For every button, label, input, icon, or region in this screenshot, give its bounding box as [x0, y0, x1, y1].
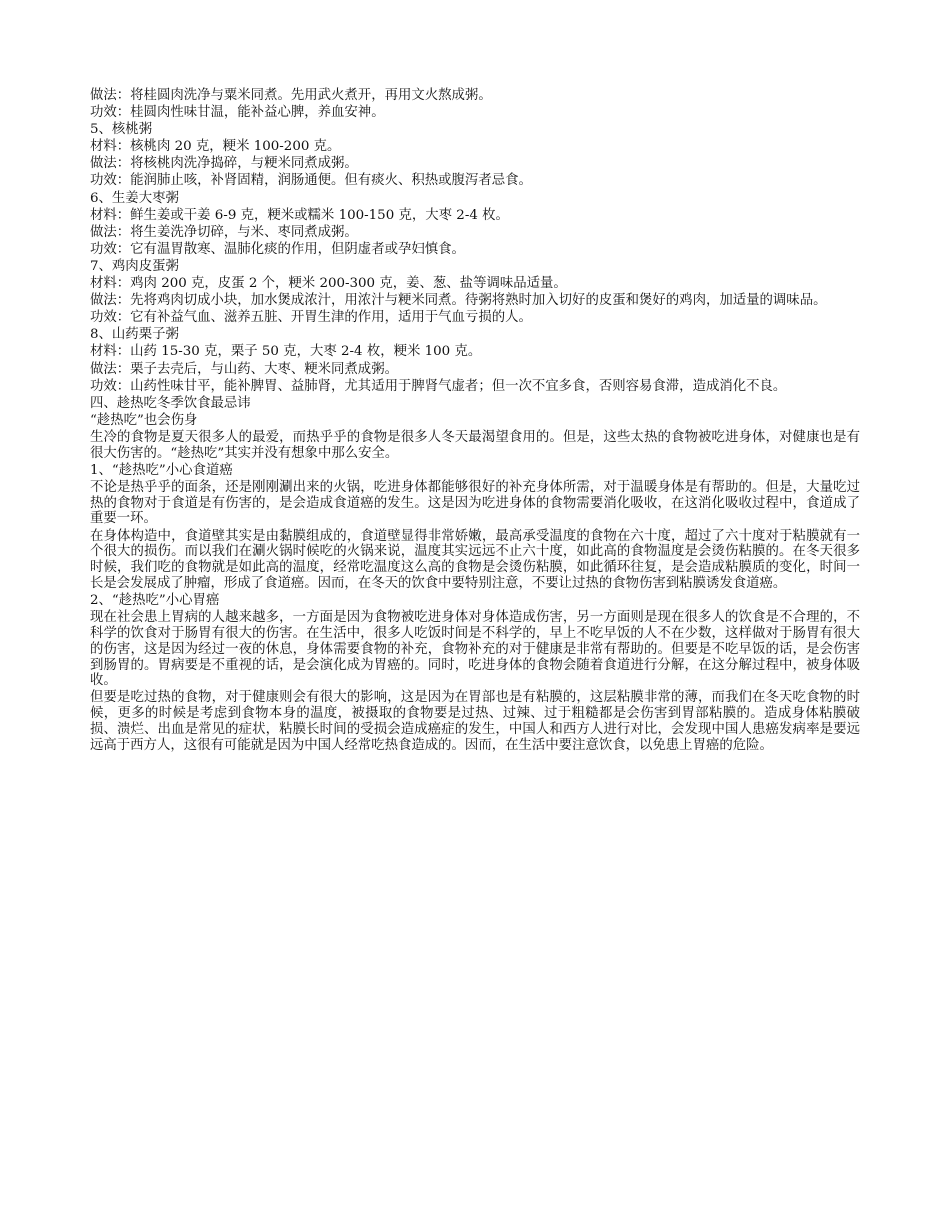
- paragraph: 功效：它有温胃散寒、温肺化痰的作用，但阴虚者或孕妇慎食。: [90, 241, 465, 257]
- paragraph: 功效：能润肺止咳，补肾固精，润肠通便。但有痰火、积热或腹泻者忌食。: [90, 173, 532, 189]
- section-heading: 2、“趁热吃”小心胃癌: [90, 593, 220, 609]
- paragraph: 做法：将桂圆肉洗净与粟米同煮。先用武火煮开，再用文火熬成粥。: [90, 88, 492, 103]
- section-heading: 四、趁热吃冬季饮食最忌讳: [90, 395, 251, 411]
- paragraph: 功效：桂圆肉性味甘温，能补益心脾，养血安神。: [90, 105, 385, 121]
- paragraph: 功效：山药性味甘平，能补脾胃、益肺肾，尤其适用于脾肾气虚者；但一次不宜多食，否则容易食滞，造成消化不良。: [90, 378, 787, 394]
- document-body: [90, 88, 860, 755]
- section-heading: 1、“趁热吃”小心食道癌: [90, 462, 233, 478]
- paragraph: 现在社会患上胃病的人越来越多，一方面是因为食物被吃进身体对身体造成伤害，另一方面则是现在很多人的饮食是不合理的，不科学的饮食对于肠胃有很大的伤害。在生活中，很多人吃饭时间是不科学的，早上不吃早饭的人不在少数，这样做对于肠胃有很大的伤害，这是因为经过一夜的休息，身体需要食物的补充，食物补充的对于健康是非常有帮助的。但要是不吃早饭的话，是会伤害到肠胃的。胃病要是不重视的话，是会演化成为胃癌的。同时，吃进身体的食物会随着食道进行分解，在这分解过程中，被身体吸收。: [90, 610, 860, 689]
- paragraph: 材料：鲜生姜或干姜 6-9 克，粳米或糯米 100-150 克，大枣 2-4 枚。: [90, 207, 509, 223]
- paragraph: 在身体构造中，食道壁其实是由黏膜组成的，食道壁显得非常娇嫩，最高承受温度的食物在六十度，超过了六十度对于粘膜就有一个很大的损伤。而以我们在涮火锅时候吃的火锅来说，温度其实远远不止六十度，如此高的食物温度是会烫伤粘膜的。在冬天很多时候，我们吃的食物就是如此高的温度，经常吃温度这么高的食物是会烫伤粘膜，如此循环往复，是会造成粘膜质的变化，时间一长是会发展成了肿瘤，形成了食道癌。因而，在冬天的饮食中要特别注意，不要让过热的食物伤害到粘膜诱发食道癌。: [90, 528, 860, 591]
- section-heading: 5、核桃粥: [90, 122, 153, 138]
- section-heading: 8、山药栗子粥: [90, 327, 179, 343]
- paragraph: 做法：将生姜洗净切碎，与米、枣同煮成粥。: [90, 224, 358, 240]
- paragraph: 做法：栗子去壳后，与山药、大枣、粳米同煮成粥。: [90, 361, 398, 377]
- paragraph: 材料：鸡肉 200 克，皮蛋 2 个，粳米 200-300 克，姜、葱、盐等调味品适量。: [90, 276, 567, 292]
- paragraph: 材料：核桃肉 20 克，粳米 100-200 克。: [90, 139, 341, 155]
- paragraph: 不论是热乎乎的面条，还是刚刚涮出来的火锅，吃进身体都能够很好的补充身体所需，对于温暖身体是有帮助的。但是，大量吃过热的食物对于食道是有伤害的，是会造成食道癌的发生。这是因为吃进身体的食物需要消化吸收，在这消化吸收过程中，食道成了重要一环。: [90, 479, 860, 527]
- paragraph: 做法：先将鸡肉切成小块，加水煲成浓汁，用浓汁与粳米同煮。待粥将熟时加入切好的皮蛋和煲好的鸡肉，加适量的调味品。: [90, 293, 827, 309]
- paragraph: 材料：山药 15-30 克，栗子 50 克，大枣 2-4 枚，粳米 100 克。: [90, 344, 482, 360]
- section-heading: “趁热吃”也会伤身: [90, 412, 198, 428]
- paragraph: 做法：将核桃肉洗净捣碎，与粳米同煮成粥。: [90, 156, 358, 172]
- section-heading: 6、生姜大枣粥: [90, 190, 179, 206]
- section-heading: 7、鸡肉皮蛋粥: [90, 258, 179, 274]
- paragraph: 但要是吃过热的食物，对于健康则会有很大的影响，这是因为在胃部也是有粘膜的，这层粘膜非常的薄，而我们在冬天吃食物的时候，更多的时候是考虑到食物本身的温度，被摄取的食物要是过热、过辣、过于粗糙都是会伤害到胃部粘膜的。造成身体粘膜破损、溃烂、出血是常见的症状，粘膜长时间的受损会造成癌症的发生，中国人和西方人进行对比，会发现中国人患癌发病率是要远远高于西方人，这很有可能就是因为中国人经常吃热食造成的。因而，在生活中要注意饮食，以免患上胃癌的危险。: [90, 690, 860, 753]
- paragraph: 功效：它有补益气血、滋养五脏、开胃生津的作用，适用于气血亏损的人。: [90, 310, 532, 326]
- paragraph: 生冷的食物是夏天很多人的最爱，而热乎乎的食物是很多人冬天最渴望食用的。但是，这些太热的食物被吃进身体，对健康也是有很大伤害的。“趁热吃”其实并没有想象中那么安全。: [90, 429, 860, 461]
